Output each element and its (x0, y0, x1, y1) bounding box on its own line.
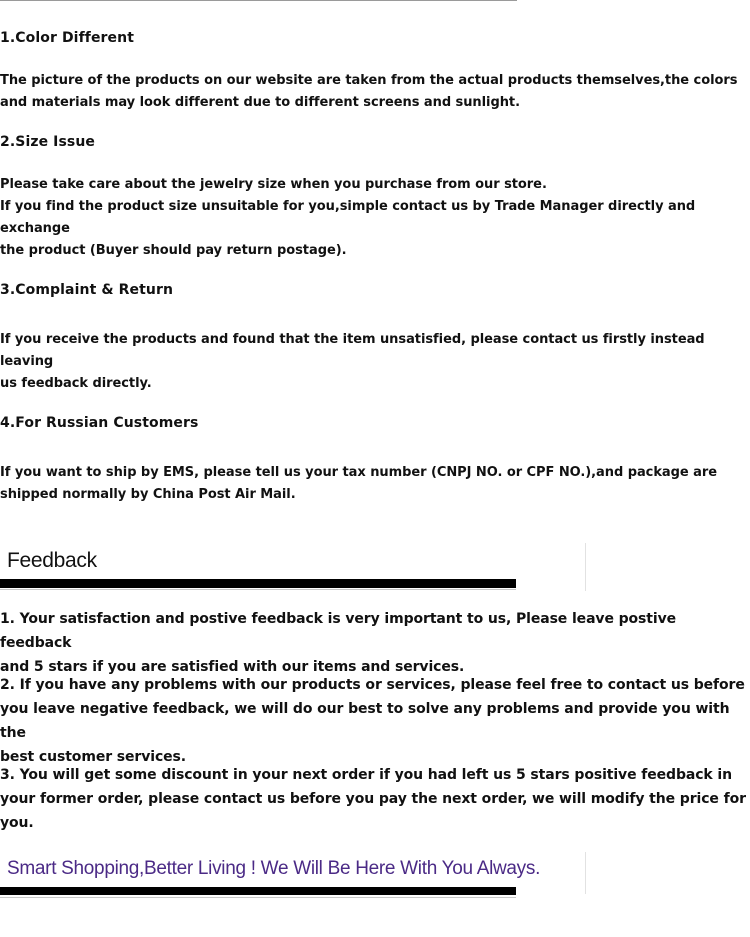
section-text-color (0, 70, 750, 114)
text-line: best customer services. (0, 749, 186, 765)
text-line: If you want to ship by EMS, please tell us your tax number (CNPJ NO. or CPF NO.),and package are (0, 465, 717, 480)
section-text-size (0, 174, 750, 262)
text-line: you leave negative feedback, we will do our best to solve any problems and provide you with the (0, 701, 730, 741)
text-line: Please take care about the jewelry size when you purchase from our store. (0, 177, 547, 192)
section-heading-russian: 4.For Russian Customers (0, 415, 199, 431)
text-line: shipped normally by China Post Air Mail. (0, 487, 296, 502)
text-line: you. (0, 815, 34, 831)
text-line: the product (Buyer should pay return postage). (0, 243, 347, 258)
text-line: 2. If you have any problems with our products or services, please feel free to contact us before (0, 677, 745, 693)
feedback-item-3 (0, 763, 750, 835)
slogan-text: Smart Shopping,Better Living ! We Will Be Here With You Always. (7, 858, 541, 879)
footer-edge-line (585, 852, 586, 894)
text-line: your former order, please contact us before you pay the next order, we will modify the price for (0, 791, 746, 807)
section-heading-complaint: 3.Complaint & Return (0, 282, 174, 298)
feedback-item-1 (0, 607, 750, 679)
feedback-underline-rule (0, 589, 516, 590)
text-line: and 5 stars if you are satisfied with our items and services. (0, 659, 465, 675)
text-line: and materials may look different due to different screens and sunlight. (0, 95, 520, 110)
text-line: 3. You will get some discount in your next order if you had left us 5 stars positive feedback in (0, 767, 732, 783)
feedback-title: Feedback (7, 549, 97, 572)
text-line: us feedback directly. (0, 376, 152, 391)
text-line: If you find the product size unsuitable for you,simple contact us by Trade Manager directly and exchange (0, 199, 696, 236)
text-line: If you receive the products and found that the item unsatisfied, please contact us firstly instead leaving (0, 332, 705, 369)
section-heading-color: 1.Color Different (0, 30, 135, 46)
header-edge-line (585, 543, 586, 591)
text-line: The picture of the products on our website are taken from the actual products themselves,the colors (0, 73, 738, 88)
feedback-underline-bar (0, 579, 516, 588)
section-text-russian (0, 462, 750, 506)
feedback-item-2 (0, 673, 750, 769)
slogan-underline-bar (0, 887, 516, 895)
top-divider (0, 0, 517, 1)
text-line: 1. Your satisfaction and postive feedback is very important to us, Please leave postive feedback (0, 611, 677, 651)
slogan-underline-rule (0, 897, 516, 898)
section-text-complaint (0, 329, 750, 395)
section-heading-size: 2.Size Issue (0, 134, 95, 150)
